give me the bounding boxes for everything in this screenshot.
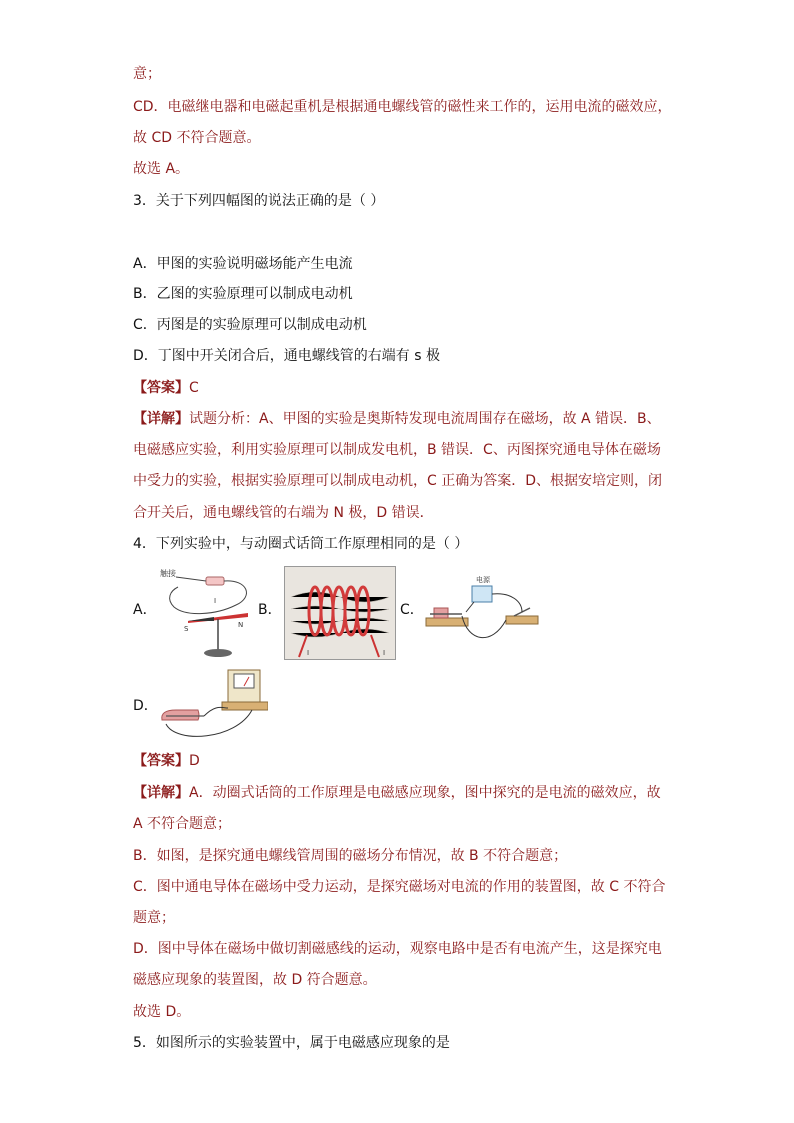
question-4-answer — [133, 751, 200, 771]
question-3-detail-line: 中受力的实验，根据实验原理可以制成电动机，C 正确为答案．D、根据安培定则，闭 — [133, 473, 663, 489]
question-3-detail-line: 电磁感应实验，利用实验原理可以制成发电机，B 错误．C、丙图探究通电导体在磁场 — [133, 442, 661, 458]
figure-a-touch-label: 触接 — [160, 569, 176, 578]
question-4-label-c: C． — [400, 602, 424, 618]
figure-a-n-label: N — [238, 621, 244, 629]
figure-c-power-label: 电源 — [476, 576, 490, 584]
explanation-line: 故 CD 不符合题意。 — [133, 130, 261, 146]
question-4-detail-line: D．图中导体在磁场中做切割磁感线的运动，观察电路中是否有电流产生，这是探究电 — [133, 941, 662, 957]
figure-b-current-label: I — [383, 649, 386, 657]
figure-oersted-experiment — [156, 565, 258, 660]
question-4-label-b: B． — [258, 602, 282, 618]
question-4-detail: 【详解】A．动圈式话筒的工作原理是电磁感应现象，图中探究的是电流的磁效应，故 — [133, 785, 661, 801]
figure-b-current-label: I — [307, 649, 310, 657]
question-4-stem: 4．下列实验中，与动圈式话筒工作原理相同的是（ ） — [133, 536, 469, 552]
question-4-label-d: D． — [133, 698, 158, 714]
question-4-detail-line: 题意； — [133, 910, 175, 926]
answer-value: D — [189, 753, 200, 769]
question-4-label-a: A． — [133, 602, 157, 618]
question-3-option-b: B．乙图的实验原理可以制成电动机 — [133, 286, 353, 302]
figure-a-current-label: I — [214, 597, 217, 605]
figure-electromagnetic-induction — [156, 664, 268, 744]
answer-label: 【答案】 — [133, 753, 189, 769]
question-4-detail-line: 磁感应现象的装置图，故 D 符合题意。 — [133, 972, 377, 988]
detail-label: 【详解】 — [133, 411, 189, 427]
explanation-line: CD．电磁继电器和电磁起重机是根据通电螺线管的磁性来工作的，运用电流的磁效应， — [133, 99, 672, 115]
question-3-answer — [133, 378, 199, 398]
question-3-option-a: A．甲图的实验说明磁场能产生电流 — [133, 256, 353, 272]
figure-solenoid-field — [284, 566, 396, 660]
question-5-stem: 5．如图所示的实验装置中，属于电磁感应现象的是 — [133, 1035, 450, 1051]
question-4-detail-line: B．如图，是探究通电螺线管周围的磁场分布情况，故 B 不符合题意； — [133, 848, 568, 864]
explanation-line: 意； — [133, 66, 161, 82]
answer-value: C — [189, 380, 199, 396]
question-3-stem: 3．关于下列四幅图的说法正确的是（ ） — [133, 193, 385, 209]
figure-motor-principle — [422, 572, 542, 652]
question-3-option-d: D．丁图中开关闭合后，通电螺线管的右端有 s 极 — [133, 348, 440, 364]
conclusion-line: 故选 A。 — [133, 161, 190, 177]
question-3-detail-line: 合开关后，通电螺线管的右端为 N 极，D 错误． — [133, 505, 434, 521]
answer-label: 【答案】 — [133, 380, 189, 396]
detail-label: 【详解】 — [133, 785, 189, 801]
question-3-option-c: C．丙图是的实验原理可以制成电动机 — [133, 317, 367, 333]
question-4-detail-line: A 不符合题意； — [133, 816, 232, 832]
question-4-conclusion: 故选 D。 — [133, 1004, 191, 1020]
figure-a-s-label: S — [184, 625, 189, 633]
question-4-detail-line: C．图中通电导体在磁场中受力运动，是探究磁场对电流的作用的装置图，故 C 不符合 — [133, 879, 666, 895]
question-3-detail: 【详解】试题分析：A、甲图的实验是奥斯特发现电流周围存在磁场，故 A 错误．B、 — [133, 411, 661, 427]
